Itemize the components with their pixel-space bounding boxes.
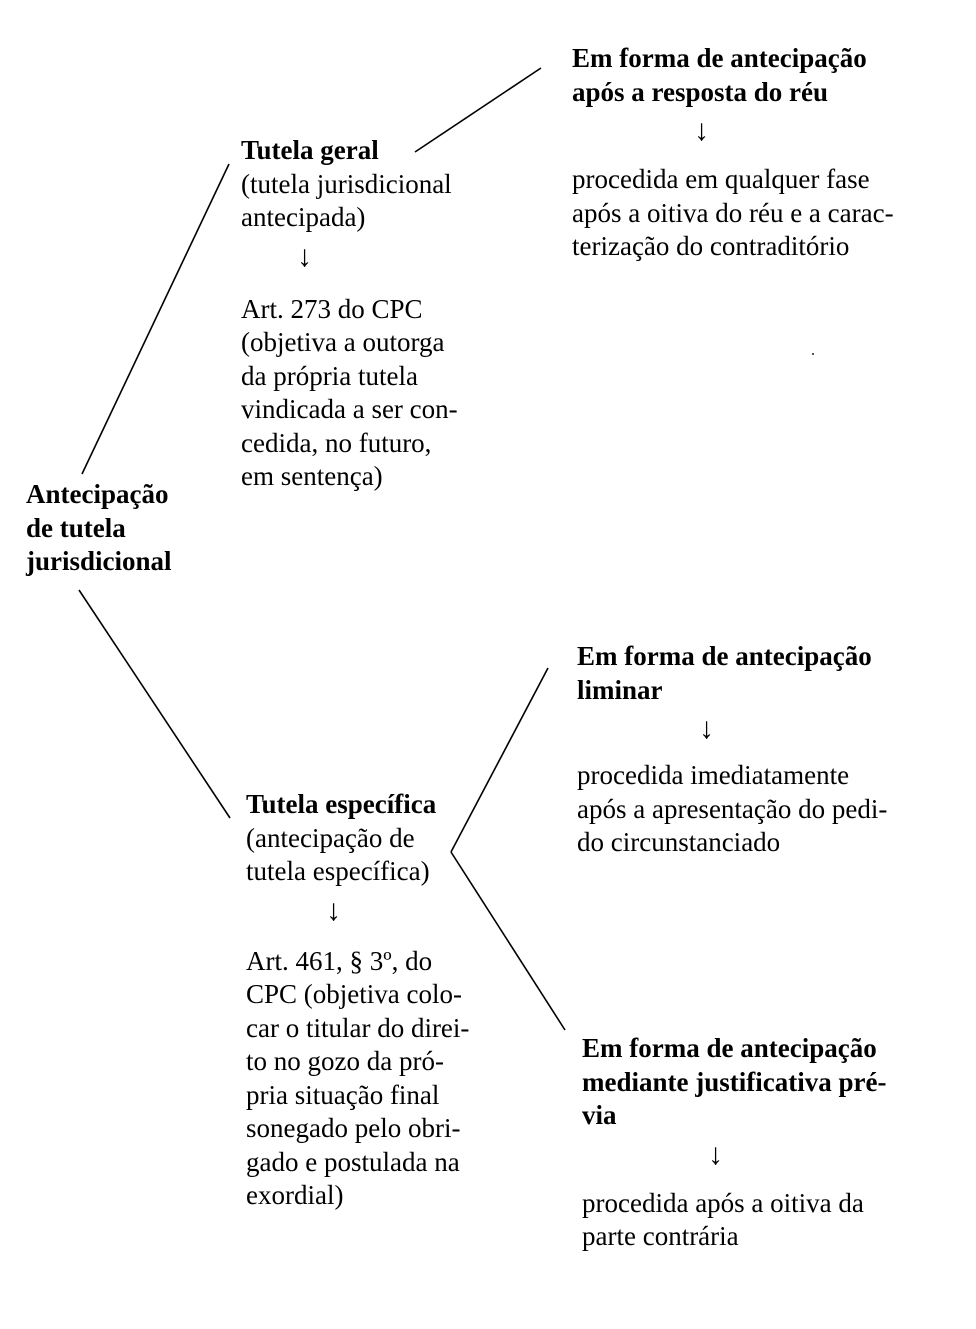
forma-liminar-title: Em forma de antecipação bbox=[577, 641, 872, 671]
tutela-especifica-detail: to no gozo da pró- bbox=[246, 1046, 444, 1076]
forma-justificativa-title: via bbox=[582, 1100, 617, 1130]
tutela-especifica-subtitle: tutela específica) bbox=[246, 856, 430, 886]
forma-liminar-detail: do circunstanciado bbox=[577, 827, 781, 857]
tutela-geral-detail: cedida, no futuro, bbox=[241, 427, 432, 458]
forma-justificativa-title: mediante justificativa pré- bbox=[582, 1066, 887, 1097]
forma-justificativa-detail: procedida após a oitiva da bbox=[582, 1187, 864, 1218]
node-tutela-geral bbox=[241, 134, 481, 494]
forma-resposta-detail: terização do contraditório bbox=[572, 231, 850, 261]
node-forma-justificativa bbox=[582, 1032, 928, 1254]
tutela-especifica-detail: gado e postulada na bbox=[246, 1146, 460, 1177]
down-arrow-icon: ↓ bbox=[708, 1137, 723, 1171]
tutela-geral-title: Tutela geral bbox=[241, 135, 379, 165]
forma-justificativa-title: Em forma de antecipação bbox=[582, 1033, 877, 1063]
node-forma-apos-resposta bbox=[572, 42, 918, 264]
forma-liminar-detail: após a apresentação do pedi- bbox=[577, 793, 888, 824]
line-root-to-tutela-especifica bbox=[79, 590, 230, 818]
forma-liminar-detail: procedida imediatamente bbox=[577, 760, 850, 790]
down-arrow-icon: ↓ bbox=[699, 712, 714, 745]
line-root-to-tutela-geral bbox=[82, 164, 229, 474]
node-tutela-especifica bbox=[246, 788, 486, 1213]
tutela-geral-detail: Art. 273 do CPC bbox=[241, 293, 423, 324]
down-arrow-icon: ↓ bbox=[326, 893, 341, 927]
tutela-especifica-detail: exordial) bbox=[246, 1180, 344, 1210]
forma-justificativa-detail: parte contrária bbox=[582, 1221, 739, 1251]
down-arrow-icon: ↓ bbox=[694, 114, 709, 147]
tutela-especifica-detail: CPC (objetiva colo- bbox=[246, 979, 462, 1009]
tutela-geral-subtitle: antecipada) bbox=[241, 202, 366, 232]
tutela-geral-detail: vindicada a ser con- bbox=[241, 394, 458, 424]
tutela-especifica-detail: car o titular do direi- bbox=[246, 1012, 470, 1043]
root-line: de tutela bbox=[26, 512, 126, 543]
stray-dot bbox=[812, 353, 814, 355]
node-antecipacao-tutela bbox=[26, 478, 201, 579]
tutela-especifica-subtitle: (antecipação de bbox=[246, 822, 415, 853]
forma-resposta-detail: procedida em qualquer fase bbox=[572, 164, 870, 194]
forma-resposta-title: após a resposta do réu bbox=[572, 76, 829, 107]
tutela-especifica-title: Tutela específica bbox=[246, 789, 437, 819]
forma-liminar-title: liminar bbox=[577, 674, 663, 705]
tutela-especifica-detail: pria situação final bbox=[246, 1079, 440, 1110]
down-arrow-icon: ↓ bbox=[297, 239, 312, 273]
root-line: Antecipação bbox=[26, 479, 169, 509]
tutela-especifica-detail: sonegado pelo obri- bbox=[246, 1113, 461, 1143]
tutela-geral-detail: em sentença) bbox=[241, 461, 383, 491]
root-line: jurisdicional bbox=[26, 546, 172, 576]
tutela-geral-subtitle: (tutela jurisdicional bbox=[241, 168, 452, 199]
node-forma-liminar bbox=[577, 640, 923, 860]
tutela-especifica-detail: Art. 461, § 3º, do bbox=[246, 945, 433, 976]
tutela-geral-detail: da própria tutela bbox=[241, 360, 418, 391]
forma-resposta-title: Em forma de antecipação bbox=[572, 43, 867, 73]
tutela-geral-detail: (objetiva a outorga bbox=[241, 327, 445, 357]
forma-resposta-detail: após a oitiva do réu e a carac- bbox=[572, 197, 894, 228]
